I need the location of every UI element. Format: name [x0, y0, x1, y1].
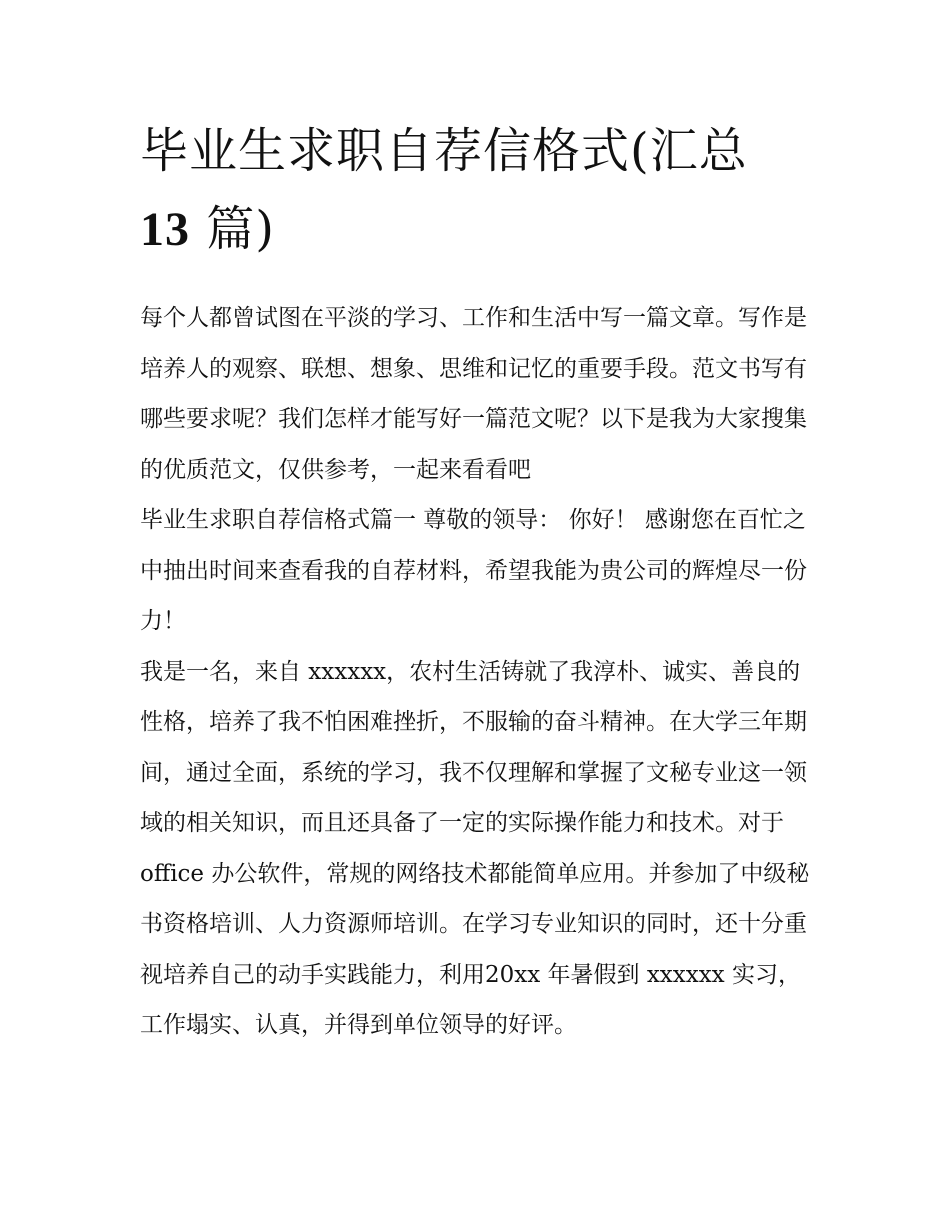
- paragraph-self-introduction: 我是一名，来自 xxxxxx，农村生活铸就了我淳朴、诚实、善良的性格，培养了我不怕困难挫折，不服输的奋斗精神。在大学三年期间，通过全面，系统的学习，我不仅理解和掌握了文秘专业这一领域的相关知识，而且还具备了一定的实际操作能力和技术。对于 office 办公软件，常规的网络技术都能简单应用。并参加了中级秘书资格培训、人力资源师培训。在学习专业知识的同时，还十分重视培养自己的动手实践能力，利用20xx 年暑假到 xxxxxx 实习，工作塌实、认真，并得到单位领导的好评。: [140, 658, 810, 1038]
- paragraph-greeting: 毕业生求职自荐信格式篇一 尊敬的领导： 你好！ 感谢您在百忙之中抽出时间来查看我的自荐材料，希望我能为贵公司的辉煌尽一份力！: [140, 507, 807, 634]
- title-number: 13: [140, 203, 190, 256]
- document-title: [140, 112, 820, 269]
- paragraph-intro: 每个人都曾试图在平淡的学习、工作和生活中写一篇文章。写作是培养人的观察、联想、想象、思维和记忆的重要手段。范文书写有哪些要求呢？我们怎样才能写好一篇范文呢？以下是我为大家搜集的优质范文，仅供参考，一起来看看吧: [140, 305, 807, 483]
- document-body: [140, 293, 820, 1051]
- title-text-part1: 毕业生求职自荐信格式(汇总: [140, 123, 748, 179]
- title-text-part2: 篇): [206, 201, 275, 257]
- document-page: [140, 112, 820, 1051]
